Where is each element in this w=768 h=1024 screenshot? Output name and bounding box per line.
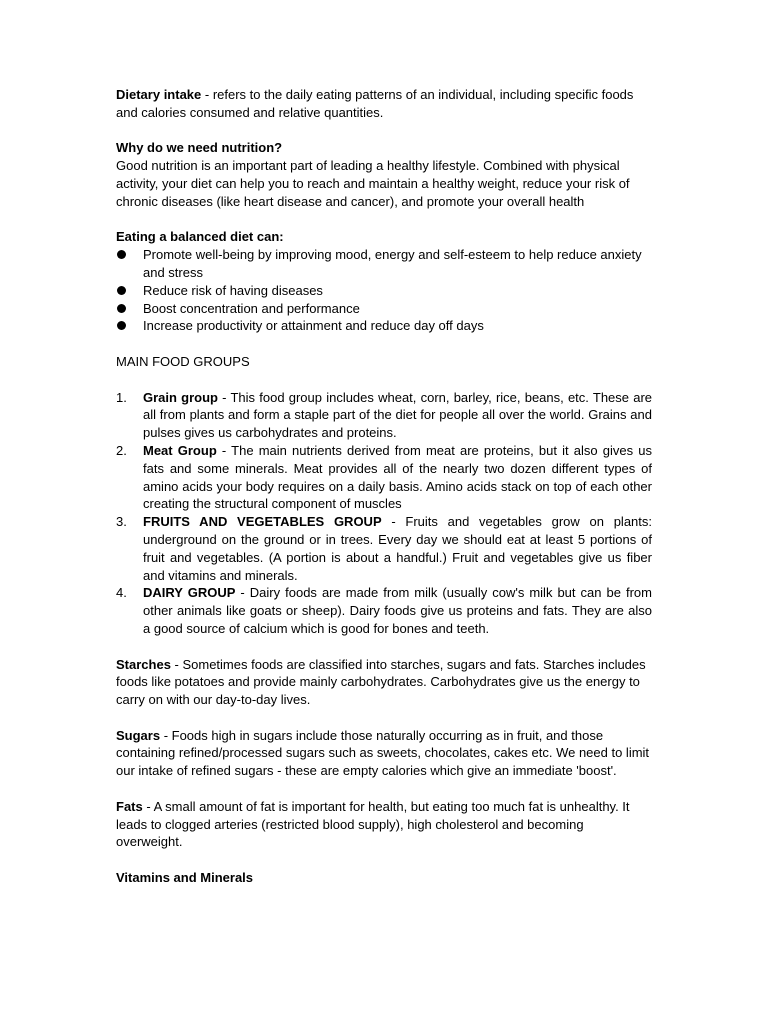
why-nutrition-heading: Why do we need nutrition? [116,140,283,156]
food-group-name: FRUITS AND VEGETABLES GROUP [143,514,382,530]
food-group-name: DAIRY GROUP [143,585,236,601]
list-item: Boost concentration and performance [116,300,652,318]
main-food-groups-heading: MAIN FOOD GROUPS [116,353,250,369]
list-item [116,442,652,513]
food-groups-list [116,389,652,638]
food-group-name: Meat Group [143,442,217,458]
list-number: 4. [116,585,127,601]
balanced-diet-list [116,246,652,335]
list-item [116,584,652,637]
list-number: 1. [116,389,127,405]
list-item: Increase productivity or attainment and reduce day off days [116,317,652,335]
dietary-intake-text: - refers to the daily eating patterns of an individual, including specific foods and calories consumed and relative quantities. [116,87,634,120]
food-group-text: - Fruits and vegetables grow on plants: underground on the ground or in trees. Every day we should eat at least 5 portions of fruit and vegetables. (A portion is about a handful.) Fruit and vegetables give us fiber and vitamins and minerals. [143,514,653,583]
dietary-intake-paragraph [116,86,652,122]
document-page [116,86,652,887]
dietary-intake-term: Dietary intake [116,87,202,102]
sugars-paragraph [116,727,652,780]
list-number: 2. [116,442,127,458]
fats-text: - A small amount of fat is important for health, but eating too much fat is unhealthy. It leads to clogged arteries (restricted blood supply), high cholesterol and becoming overweight. [116,798,630,850]
list-item: Promote well-being by improving mood, energy and self-esteem to help reduce anxiety and stress [116,246,652,282]
balanced-diet-heading: Eating a balanced diet can: [116,229,284,245]
starches-paragraph [116,656,652,709]
vitamins-minerals-heading: Vitamins and Minerals [116,870,254,886]
food-group-name: Grain group [143,389,218,405]
fats-paragraph [116,798,652,851]
starches-term: Starches [116,656,171,672]
starches-text: - Sometimes foods are classified into starches, sugars and fats. Starches includes foods like potatoes and provide mainly carbohydrates. Carbohydrates give us the energy to carry on with our day-to-day lives. [116,656,646,708]
list-item [116,513,652,584]
list-number: 3. [116,514,127,530]
food-group-text: - Dairy foods are made from milk (usually cow's milk but can be from other animals like goats or sheep). Dairy foods give us proteins and fats. They are also a good source of calcium which is good for bones and teeth. [143,585,652,636]
why-nutrition-text: Good nutrition is an important part of leading a healthy lifestyle. Combined with physical activity, your diet can help you to reach and maintain a healthy weight, reduce your risk of chronic diseases (like heart disease and cancer), and promote your overall health [116,158,630,209]
sugars-text: - Foods high in sugars include those naturally occurring as in fruit, and those containing refined/processed sugars such as sweets, chocolates, cakes etc. We need to limit our intake of refined sugars - these are empty calories which give an immediate 'boost'. [116,727,650,779]
food-group-text: - The main nutrients derived from meat are proteins, but it also gives us fats and some minerals. Meat provides all of the nearly two dozen different types of amino acids your body requires on a daily basis. Amino acids stack on top of each other creating the structural component of muscles [143,442,652,512]
fats-term: Fats [116,798,143,814]
food-group-text: - This food group includes wheat, corn, barley, rice, beans, etc. These are all from plants and form a staple part of the diet for people all over the world. Grains and pulses gives us carbohydrates and proteins. [143,389,652,441]
list-item [116,389,652,442]
sugars-term: Sugars [116,727,161,743]
list-item: Reduce risk of having diseases [116,282,652,300]
